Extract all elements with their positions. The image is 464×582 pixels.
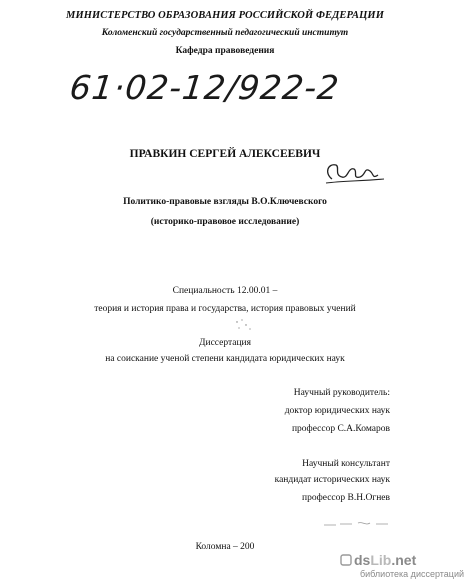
ministry-heading: МИНИСТЕРСТВО ОБРАЗОВАНИЯ РОССИЙСКОЙ ФЕДЕРАЦИИ (66, 10, 384, 21)
dissertation-label: Диссертация (199, 338, 251, 348)
watermark-logo (354, 552, 416, 568)
specialty-code: Специальность 12.00.01 – (172, 286, 278, 296)
city-year: Коломна – 200 (195, 542, 255, 552)
specialty-description: теория и история права и государства, история правовых учений (94, 304, 356, 314)
watermark-ds: ds (354, 552, 371, 568)
dissertation-subtitle: (историко-правовое исследование) (150, 217, 300, 227)
degree-sought: на соискание ученой степени кандидата юридических наук (105, 354, 345, 364)
supervisor-degree: доктор юридических наук (284, 406, 390, 416)
faint-stamp-marks (322, 519, 402, 529)
watermark (340, 552, 464, 582)
consultant-name: профессор В.Н.Огнев (302, 493, 390, 503)
supervisor-name: профессор С.А.Комаров (291, 424, 390, 434)
consultant-role: Научный консультант (302, 459, 390, 469)
watermark-subtitle: библиотека диссертаций (360, 569, 464, 579)
dissertation-title: Политико-правовые взгляды В.О.Ключевского (123, 197, 327, 207)
author-name: ПРАВКИН СЕРГЕЙ АЛЕКСЕЕВИЧ (129, 148, 321, 160)
institute-name: Коломенский государственный педагогический институт (101, 28, 349, 38)
supervisor-role: Научный руководитель: (293, 388, 390, 398)
signature-mark (322, 159, 386, 187)
watermark-net: .net (391, 552, 417, 568)
dslib-logo-icon (340, 554, 352, 566)
handwritten-catalog-number: 61·02-12/922-2 (67, 68, 342, 107)
department-name: Кафедра правоведения (175, 46, 275, 56)
scan-specks (234, 318, 254, 332)
consultant-degree: кандидат исторических наук (274, 475, 390, 485)
watermark-lib: Lib (370, 552, 392, 568)
